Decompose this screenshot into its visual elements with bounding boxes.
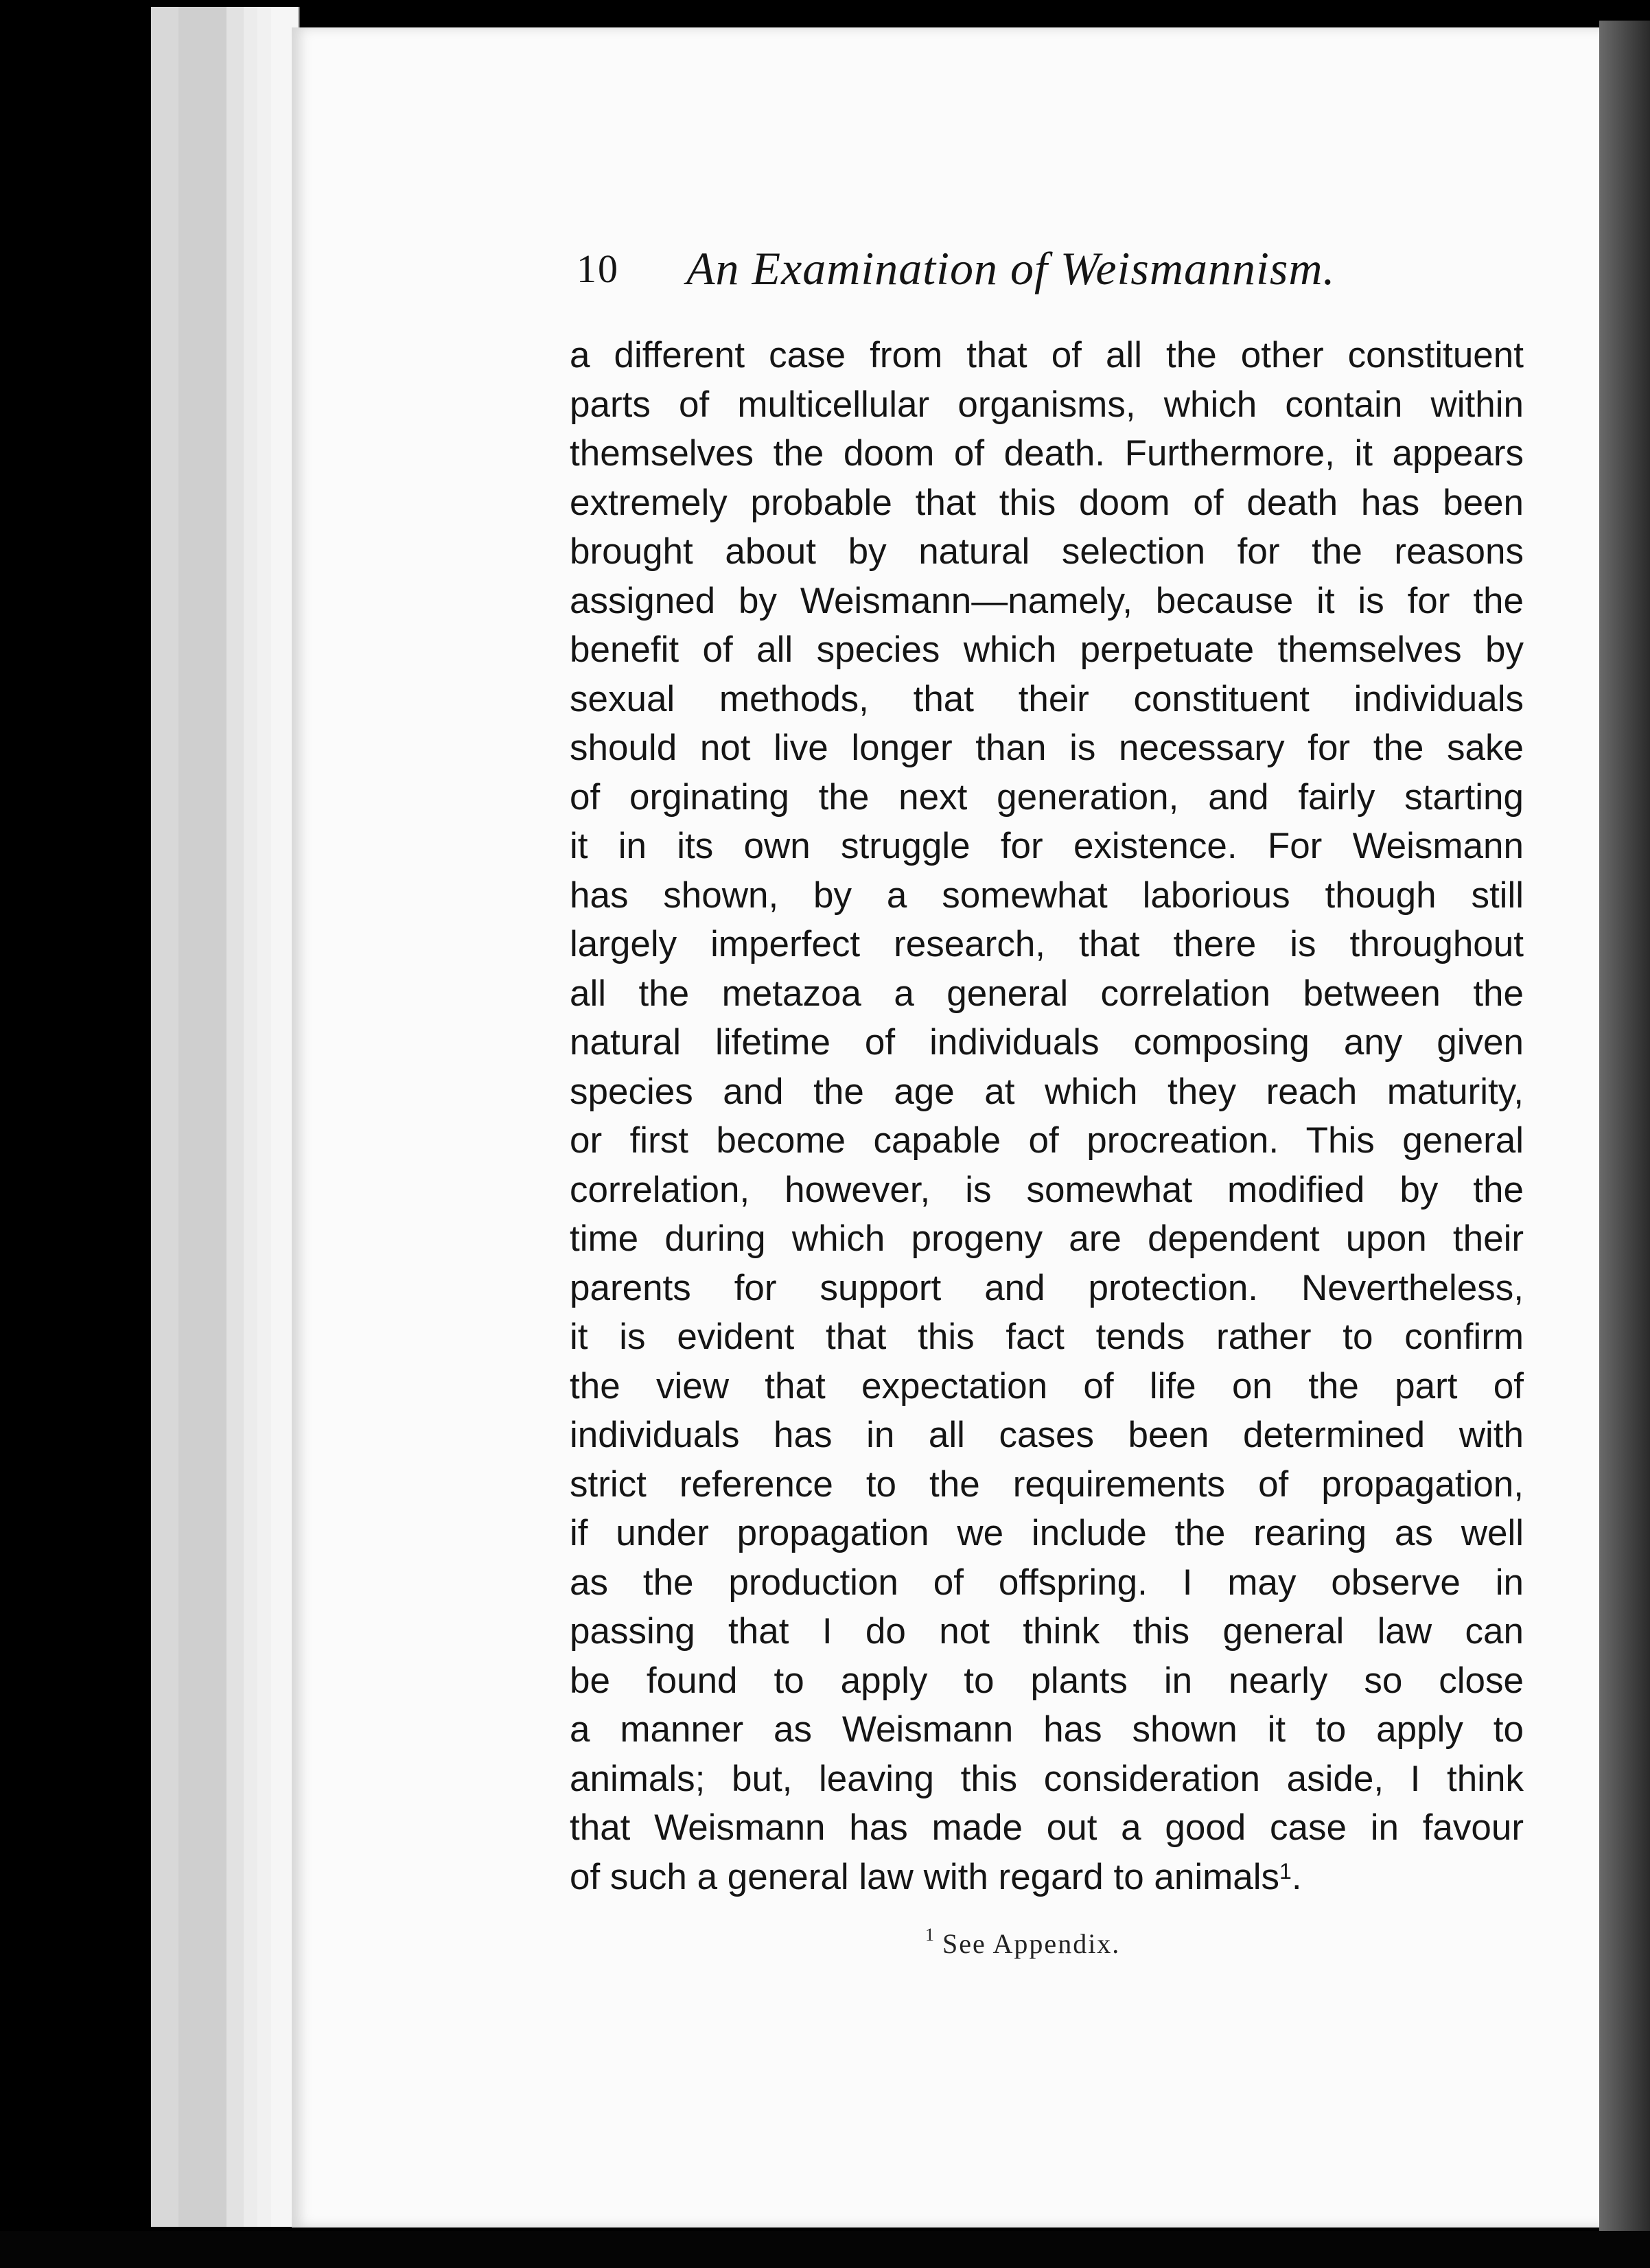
text-line: a manner as Weismann has shown it to apply to: [570, 1709, 1524, 1750]
text-line: it in its own struggle for existence. For Weismann: [570, 826, 1524, 866]
running-header: [577, 232, 1496, 308]
text-line: brought about by natural selection for the reasons: [570, 531, 1524, 572]
text-line: correlation, however, is somewhat modified by the: [570, 1169, 1524, 1210]
text-line: if under propagation we include the rearing as well: [570, 1513, 1524, 1553]
page-number: 10: [577, 246, 619, 291]
text-line: the view that expectation of life on the part of: [570, 1365, 1524, 1407]
text-line: a different case from that of all the other constituent: [570, 335, 1524, 375]
text-line: sexual methods, that their constituent individuals: [570, 678, 1524, 719]
text-line: natural lifetime of individuals composing any given: [570, 1022, 1524, 1063]
text-line: it is evident that this fact tends rather to confirm: [570, 1317, 1524, 1357]
text-line: as the production of offspring. I may observe in: [570, 1562, 1524, 1603]
text-line: has shown, by a somewhat laborious though still: [570, 875, 1524, 916]
text-line: be found to apply to plants in nearly so close: [570, 1660, 1524, 1701]
text-line: individuals has in all cases been determined with: [570, 1415, 1524, 1455]
text-line: time during which progeny are dependent upon their: [570, 1218, 1524, 1259]
running-title: An Examination of Weismannism.: [686, 242, 1336, 294]
text-line: themselves the doom of death. Furthermore, it appears: [570, 433, 1524, 474]
text-line: species and the age at which they reach maturity,: [570, 1071, 1524, 1112]
text-line: largely imperfect research, that there is throughout: [570, 924, 1524, 964]
text-line: or first become capable of procreation. This general: [570, 1120, 1524, 1161]
footnote-text: See Appendix.: [942, 1928, 1121, 1959]
text-line: should not live longer than is necessary for the sake: [570, 728, 1524, 768]
footnote: [925, 1925, 1121, 1960]
final-period: .: [1291, 1856, 1302, 1897]
text-line: assigned by Weismann—namely, because it is for the: [570, 580, 1524, 621]
text-line: animals; but, leaving this consideration aside, I think: [570, 1758, 1524, 1799]
text-line: that Weismann has made out a good case in favour: [570, 1807, 1524, 1848]
text-line-content: of such a general law with regard to animals: [570, 1856, 1280, 1897]
text-line: of orginating the next generation, and fairly starting: [570, 776, 1524, 818]
text-line: benefit of all species which perpetuate themselves by: [570, 629, 1524, 670]
text-line: parents for support and protection. Nevertheless,: [570, 1267, 1524, 1308]
footnote-marker: 1: [925, 1925, 936, 1945]
footnote-reference[interactable]: 1: [1279, 1858, 1292, 1884]
text-line: all the metazoa a general correlation between the: [570, 973, 1524, 1014]
text-line: parts of multicellular organisms, which contain within: [570, 384, 1524, 425]
text-line: extremely probable that this doom of death has been: [570, 482, 1524, 523]
page-gutter-shadow: [1599, 21, 1650, 2238]
text-line: strict reference to the requirements of propagation,: [570, 1463, 1524, 1505]
body-paragraph: [570, 331, 1524, 1901]
text-line-last: [570, 1853, 1524, 1902]
scan-border: [0, 2231, 1650, 2268]
text-line: passing that I do not think this general law can: [570, 1611, 1524, 1652]
